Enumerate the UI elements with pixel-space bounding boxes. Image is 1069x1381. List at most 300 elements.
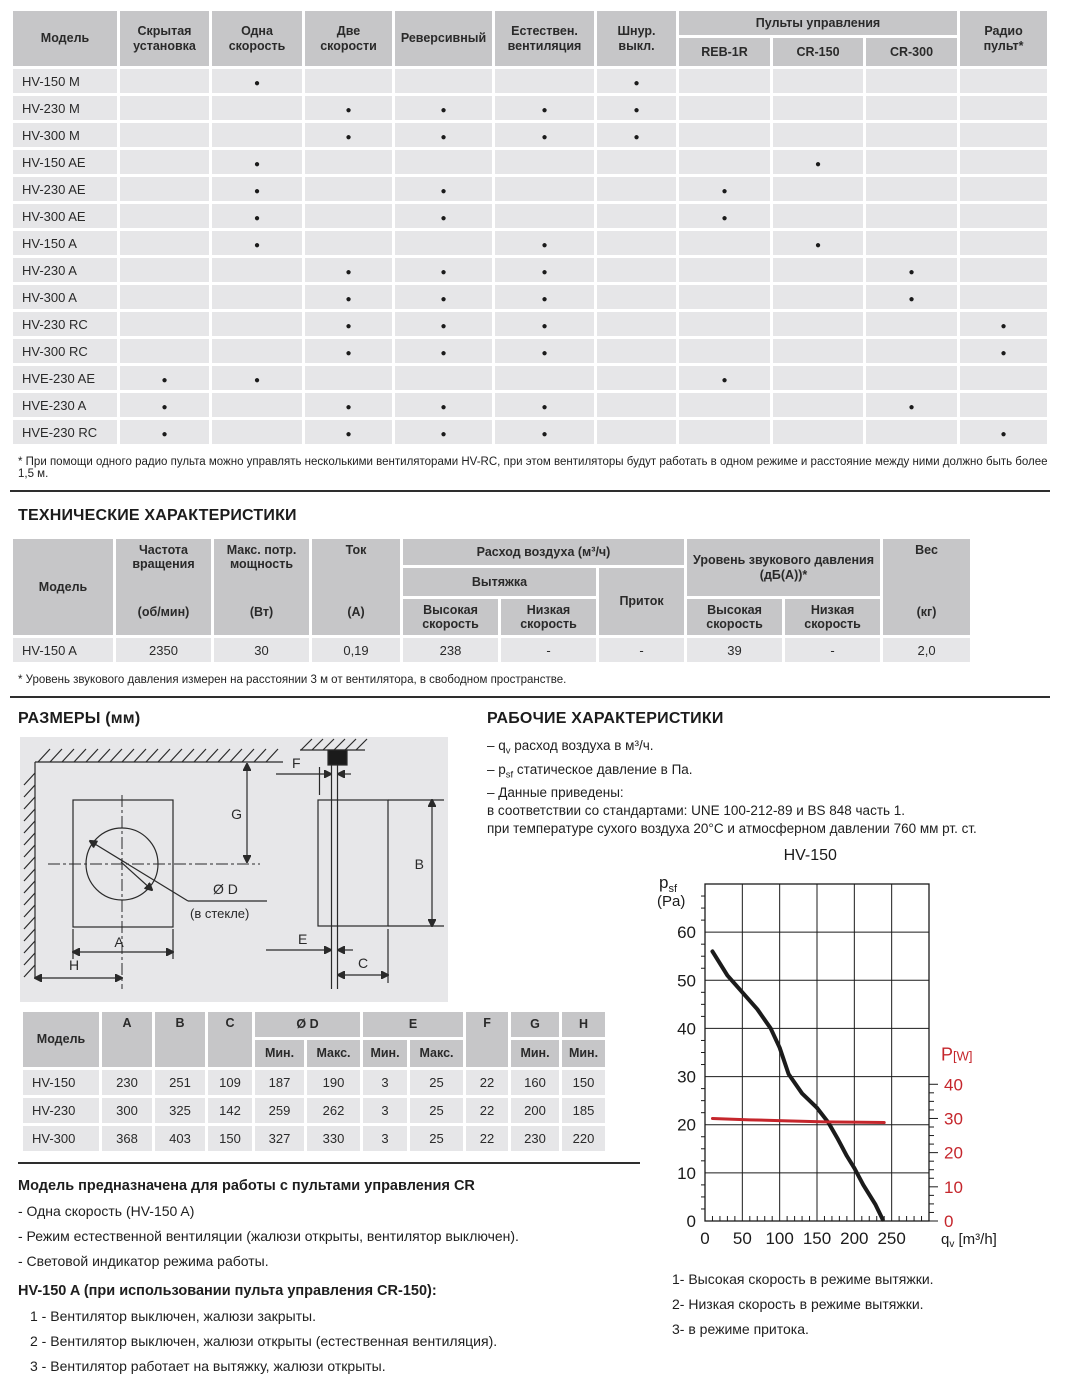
feature-cell [960,258,1047,282]
feature-dot-icon: ● [1000,428,1007,440]
dim-value: 325 [155,1098,205,1123]
feature-cell [866,339,957,363]
chart-legend [672,1267,1069,1342]
tech-footnote: * Уровень звукового давления измерен на расстоянии 3 м от вентилятора, в свободном пространстве. [18,674,567,686]
dim-value: 330 [307,1126,360,1151]
dim-col-E-min: Мин. [363,1040,407,1067]
svg-text:150: 150 [802,1229,832,1249]
feature-cell [597,285,676,309]
feature-dot-icon: ● [440,212,447,224]
perf-note: в соответствии со стандартами: UNE 100-212-89 и BS 848 часть 1. [487,803,906,819]
feature-cell [212,231,302,255]
feature-dot-icon: ● [541,266,548,278]
feature-cell [495,204,594,228]
legend-item: 2- Низкая скорость в режиме вытяжки. [672,1296,924,1313]
tech-col-exhaust-low: Низкая скорость [501,599,596,635]
dim-col-E: E [363,1012,463,1037]
feature-cell [597,366,676,390]
dim-value: 150 [208,1126,252,1151]
svg-text:100: 100 [765,1229,794,1249]
feature-dot-icon: ● [814,239,822,251]
feature-cell [495,231,594,255]
feature-dot-icon: ● [161,401,168,413]
feature-cell [960,204,1047,228]
feature-cell [305,96,392,120]
feature-dot-icon: ● [541,320,548,332]
svg-text:200: 200 [840,1229,869,1249]
tech-col-model: Модель [13,539,113,635]
feature-dot-icon: ● [345,293,352,305]
feature-cell [120,177,209,201]
feature-cell [305,231,392,255]
feature-cell [960,69,1047,93]
section-divider [10,696,1050,698]
fan-body [318,800,388,926]
feature-dot-icon: ● [345,428,352,440]
feature-cell [120,393,209,417]
feature-dot-icon: ● [161,374,168,386]
feature-cell [120,96,209,120]
tech-col-rpm [116,539,211,635]
feature-dot-icon: ● [440,131,447,143]
feature-cell [866,285,957,309]
feature-cell [866,177,957,201]
feature-cell [212,366,302,390]
feature-model: HV-300 A [13,285,117,309]
dim-col-model: Модель [23,1012,99,1067]
dim-label-B: B [414,856,424,872]
svg-text:20: 20 [944,1144,963,1164]
feature-cell [395,339,492,363]
dim-col-A: A [102,1012,152,1067]
feature-cell [212,96,302,120]
tech-col-exhaust: Вытяжка [403,568,596,596]
footer-heading-1: Модель предназначена для работы с пультами управления CR [18,1178,475,1194]
dim-value: 160 [511,1070,559,1095]
feature-row [13,231,1047,255]
chart-series [712,952,882,1220]
feature-row [13,366,1047,390]
feature-dot-icon: ● [814,158,822,170]
feature-cell [773,420,863,444]
feature-cell [495,177,594,201]
dim-value: 3 [363,1070,407,1095]
feature-cell [495,393,594,417]
footer-item: - Режим естественной вентиляции (жалюзи открыты, вентилятор выключен). [18,1228,519,1244]
dim-value: 22 [466,1070,508,1095]
section-divider [10,490,1050,492]
feature-cell [305,123,392,147]
dim-col-OD: Ø D [255,1012,360,1037]
col-header-reb1r: REB-1R [679,38,770,66]
feature-row [13,204,1047,228]
dim-value: 150 [562,1070,605,1095]
dim-value: 3 [363,1098,407,1123]
dim-label-OD: Ø D [213,881,238,897]
perf-note: при температуре сухого воздуха 20°C и атмосферном давлении 760 мм рт. ст. [487,821,977,837]
dim-label-G: G [231,806,242,822]
tech-noise-high-value: 39 [687,638,782,662]
feature-dot-icon: ● [345,401,352,413]
feature-dot-icon: ● [541,401,548,413]
dim-col-B: B [155,1012,205,1067]
feature-cell [395,69,492,93]
dim-col-F: F [466,1012,508,1067]
col-header-hidden-install: Скрытая установка [120,11,209,66]
dim-label-glass: (в стекле) [190,906,250,921]
feature-model: HVE-230 RC [13,420,117,444]
col-header-cord-switch: Шнур. выкл. [597,11,676,66]
tech-current-value: 0,19 [312,638,400,662]
feature-row [13,312,1047,336]
tech-col-weight [883,539,970,635]
dim-col-G: G [511,1012,559,1037]
hatch-pattern [38,749,278,762]
feature-model: HV-150 AE [13,150,117,174]
feature-dot-icon: ● [345,266,352,278]
chart-ticks [701,896,938,1221]
feature-dot-icon: ● [633,131,640,143]
feature-cell [395,177,492,201]
feature-model: HV-300 AE [13,204,117,228]
svg-text:psf: $p_{sf}$ [659,873,678,896]
feature-cell [395,420,492,444]
feature-cell [773,393,863,417]
tech-exhaust-high-value: 238 [403,638,498,662]
feature-row [13,123,1047,147]
col-header-cr150: CR-150 [773,38,863,66]
performance-column [487,710,1069,1342]
col-header-radio-remote: Радио пульт* [960,11,1047,66]
feature-cell [120,366,209,390]
col-header-cr300: CR-300 [866,38,957,66]
feature-dot-icon: ● [541,239,548,251]
feature-dot-icon: ● [345,320,352,332]
feature-cell [212,150,302,174]
feature-cell [212,285,302,309]
tech-table [10,536,973,665]
dim-value: 109 [208,1070,252,1095]
tech-col-rpm-label: Частота вращения [132,543,195,572]
feature-cell [679,69,770,93]
dim-value: 200 [511,1098,559,1123]
performance-notes [487,737,1069,838]
feature-cell [866,150,957,174]
feature-cell [120,150,209,174]
feature-cell [395,96,492,120]
col-header-reversible: Реверсивный [395,11,492,66]
perf-note: – $p_{sf}$ статическое давление в Па. [487,761,693,781]
feature-cell [679,96,770,120]
feature-cell [597,177,676,201]
feature-dot-icon: ● [345,104,352,116]
feature-cell [305,285,392,309]
svg-text:0: 0 [944,1212,954,1232]
dim-col-E-max: Макс. [410,1040,463,1067]
feature-model: HV-150 M [13,69,117,93]
tech-col-airflow-group: Расход воздуха (м³/ч) [403,539,684,565]
svg-text:P[W]: P[W] [941,1044,973,1065]
feature-cell [495,366,594,390]
feature-model: HVE-230 AE [13,366,117,390]
feature-row [13,339,1047,363]
feature-cell [395,366,492,390]
feature-cell [120,204,209,228]
feature-cell [960,123,1047,147]
legend-item: 1- Высокая скорость в режиме вытяжки. [672,1271,934,1288]
feature-dot-icon: ● [541,347,548,359]
feature-cell [597,150,676,174]
tech-header-row-1 [13,539,970,565]
feature-cell [679,339,770,363]
feature-cell [120,258,209,282]
dim-value: 185 [562,1098,605,1123]
col-header-two-speeds: Две скорости [305,11,392,66]
feature-cell [773,366,863,390]
tech-rpm-value: 2350 [116,638,211,662]
feature-dot-icon: ● [1000,320,1007,332]
feature-cell [866,258,957,282]
svg-text:50: 50 [677,971,696,991]
tech-col-rpm-unit: (об/мин) [137,604,190,619]
dim-model: HV-150 [23,1070,99,1095]
svg-text:HV-150: HV-150 [783,847,837,865]
feature-cell [679,258,770,282]
feature-cell [597,420,676,444]
footer-item: 1 - Вентилятор выключен, жалюзи закрыты. [30,1308,317,1324]
svg-text:30: 30 [677,1067,696,1087]
feature-dot-icon: ● [541,131,548,143]
tech-title: ТЕХНИЧЕСКИЕ ХАРАКТЕРИСТИКИ [18,507,297,524]
feature-row [13,258,1047,282]
feature-dot-icon: ● [253,185,261,197]
performance-title: РАБОЧИЕ ХАРАКТЕРИСТИКИ [487,710,724,727]
feature-dot-icon: ● [1000,347,1007,359]
feature-dot-icon: ● [541,104,548,116]
tech-col-weight-unit: (кг) [916,604,937,619]
dim-value: 187 [255,1070,304,1095]
feature-cell [120,231,209,255]
feature-cell [773,231,863,255]
feature-dot-icon: ● [721,212,728,224]
feature-dot-icon: ● [440,428,447,440]
feature-cell [960,339,1047,363]
feature-cell [212,204,302,228]
feature-cell [212,258,302,282]
feature-dot-icon: ● [721,374,728,386]
feature-cell [120,69,209,93]
feature-row [13,96,1047,120]
dim-value: 368 [102,1126,152,1151]
feature-cell [773,312,863,336]
dim-value: 262 [307,1098,360,1123]
feature-cell [495,96,594,120]
feature-model: HV-300 RC [13,339,117,363]
svg-text:40: 40 [677,1019,696,1039]
feature-cell [679,312,770,336]
col-header-natural-vent: Естествен. вентиляция [495,11,594,66]
feature-cell [960,393,1047,417]
footer-item: - Световой индикатор режима работы. [18,1253,269,1269]
feature-cell [212,420,302,444]
feature-cell [305,258,392,282]
feature-cell [395,258,492,282]
feature-cell [960,312,1047,336]
feature-cell [866,204,957,228]
feature-cell [395,150,492,174]
feature-cell [212,339,302,363]
feature-cell [773,123,863,147]
feature-dot-icon: ● [253,212,261,224]
svg-text:50: 50 [732,1229,752,1249]
dim-label-H: H [68,957,80,973]
col-header-one-speed: Одна скорость [212,11,302,66]
feature-cell [866,69,957,93]
feature-cell [120,123,209,147]
dimensions-diagram [20,737,448,1002]
feature-row [13,177,1047,201]
feature-cell [679,366,770,390]
feature-cell [212,123,302,147]
feature-cell [597,258,676,282]
feature-cell [395,285,492,309]
feature-model: HV-230 M [13,96,117,120]
feature-cell [960,150,1047,174]
feature-row [13,150,1047,174]
tech-model-value: HV-150 A [13,638,113,662]
feature-cell [773,177,863,201]
dim-value: 300 [102,1098,152,1123]
dim-label-F: F [292,755,301,771]
col-header-model: Модель [13,11,117,66]
dim-value: 3 [363,1126,407,1151]
feature-model: HVE-230 A [13,393,117,417]
tech-col-current [312,539,400,635]
hatch-pattern [24,773,35,977]
feature-cell [597,96,676,120]
dim-col-H-min: Мин. [562,1040,605,1067]
feature-cell [395,123,492,147]
feature-cell [866,420,957,444]
col-header-remotes-group: Пульты управления [679,11,957,35]
feature-cell [960,177,1047,201]
mount-block [328,750,347,765]
dim-value: 142 [208,1098,252,1123]
footer-text [18,1176,519,1381]
feature-cell [305,420,392,444]
features-header-row-1 [13,11,1047,35]
feature-cell [305,366,392,390]
feature-cell [597,393,676,417]
svg-text:0: 0 [700,1229,710,1249]
svg-text:40: 40 [944,1075,963,1095]
feature-dot-icon: ● [908,266,915,278]
tech-data-row [13,638,970,662]
tech-col-exhaust-high: Высокая скорость [403,599,498,635]
chart-labels [657,847,997,1250]
dim-value: 251 [155,1070,205,1095]
svg-text:10: 10 [944,1178,963,1198]
tech-col-current-unit: (А) [347,604,365,619]
feature-dot-icon: ● [908,401,915,413]
feature-cell [679,204,770,228]
tech-power-value: 30 [214,638,309,662]
feature-dot-icon: ● [633,104,640,116]
feature-dot-icon: ● [253,374,261,386]
feature-cell [773,339,863,363]
feature-cell [866,366,957,390]
feature-cell [495,312,594,336]
dim-value: 327 [255,1126,304,1151]
feature-row [13,420,1047,444]
feature-row [13,393,1047,417]
tech-weight-value: 2,0 [883,638,970,662]
feature-dot-icon: ● [440,293,447,305]
feature-cell [679,231,770,255]
feature-dot-icon: ● [908,293,915,305]
features-footnote: * При помощи одного радио пульта можно управлять несколькими вентиляторами HV-RC, при этом вентиляторы будут работать в одном режиме и расстояние между ними должно быть более 1,5 м. [18,456,1048,480]
feature-cell [679,150,770,174]
dim-model: HV-230 [23,1098,99,1123]
feature-dot-icon: ● [345,131,352,143]
perf-note: – Данные приведены: [487,785,624,801]
feature-cell [305,150,392,174]
feature-dot-icon: ● [440,185,447,197]
footer-item: - Одна скорость (HV-150 A) [18,1203,195,1219]
footer-item: 3 - Вентилятор работает на вытяжку, жалюзи открыты. [30,1358,386,1374]
tech-col-noise-high: Высокая скорость [687,599,782,635]
dim-col-C: C [208,1012,252,1067]
feature-cell [773,96,863,120]
feature-cell [395,231,492,255]
feature-model: HV-230 AE [13,177,117,201]
feature-cell [495,258,594,282]
dim-col-H: H [562,1012,605,1037]
tech-col-power-label: Макс. потр. мощность [226,543,297,572]
feature-cell [773,150,863,174]
tech-col-noise-group: Уровень звукового давления (дБ(А))* [687,539,880,596]
feature-dot-icon: ● [440,104,447,116]
svg-text:250: 250 [877,1229,906,1249]
feature-cell [773,285,863,309]
feature-cell [495,339,594,363]
feature-cell [495,69,594,93]
dim-value: 22 [466,1098,508,1123]
chart-series [712,1119,884,1123]
feature-cell [495,150,594,174]
dim-col-G-min: Мин. [511,1040,559,1067]
feature-cell [495,123,594,147]
feature-cell [597,231,676,255]
svg-text:60: 60 [677,923,696,943]
feature-model: HV-230 A [13,258,117,282]
legend-item: 3- в режиме притока. [672,1321,809,1338]
feature-cell [305,204,392,228]
dim-value: 22 [466,1126,508,1151]
dimensions-title: РАЗМЕРЫ (мм) [18,710,141,727]
feature-cell [960,231,1047,255]
dim-value: 230 [511,1126,559,1151]
feature-dot-icon: ● [440,320,447,332]
dim-value: 190 [307,1070,360,1095]
dim-label-E: E [298,931,308,947]
tech-col-current-label: Ток [345,543,367,557]
feature-dot-icon: ● [541,428,548,440]
feature-model: HV-150 A [13,231,117,255]
feature-cell [120,312,209,336]
tech-col-power [214,539,309,635]
svg-text:0: 0 [686,1212,696,1232]
